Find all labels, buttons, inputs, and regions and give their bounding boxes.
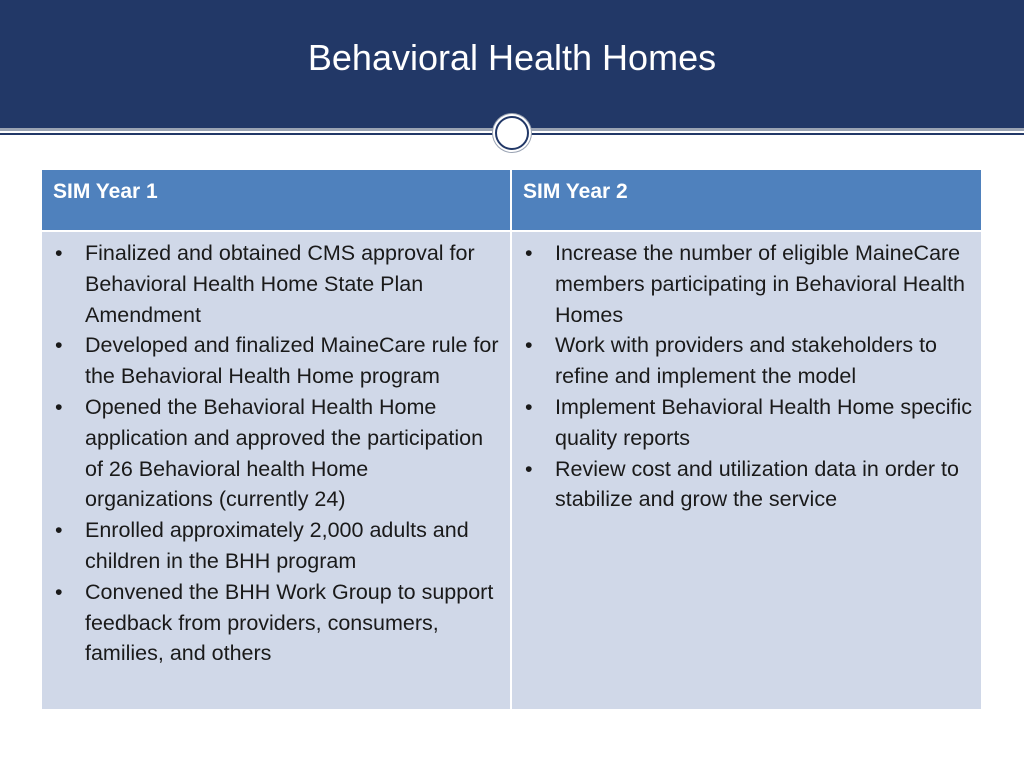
column-body-year-2 xyxy=(512,232,981,709)
list-item: • Developed and finalized MaineCare rule for the Behavioral Health Home program xyxy=(53,330,502,392)
column-header-year-1: SIM Year 1 xyxy=(42,170,510,230)
year-1-list xyxy=(53,238,502,669)
year-2-list xyxy=(523,238,973,515)
list-item: • Review cost and utilization data in order to stabilize and grow the service xyxy=(523,454,973,516)
bullet-icon: • xyxy=(525,241,533,265)
list-item: • Finalized and obtained CMS approval for Behavioral Health Home State Plan Amendment xyxy=(53,238,502,330)
list-item: • Enrolled approximately 2,000 adults and children in the BHH program xyxy=(53,515,502,577)
bullet-icon: • xyxy=(525,333,533,358)
bullet-icon: • xyxy=(55,518,63,543)
divider-circle-icon xyxy=(495,116,529,150)
bullet-icon: • xyxy=(525,456,533,481)
bullet-icon: • xyxy=(55,579,63,604)
comparison-table xyxy=(42,170,981,709)
column-body-year-1 xyxy=(42,232,510,709)
list-item: • Work with providers and stakeholders to refine and implement the model xyxy=(523,330,973,392)
title-bar xyxy=(0,0,1024,128)
bullet-icon: • xyxy=(55,333,63,358)
column-header-year-2: SIM Year 2 xyxy=(512,170,981,230)
slide-title: Behavioral Health Homes xyxy=(307,37,717,78)
bullet-icon: • xyxy=(525,394,533,419)
list-item: • Increase the number of eligible MaineCare members participating in Behavioral Health Homes xyxy=(523,238,973,330)
list-item: • Opened the Behavioral Health Home application and approved the participation of 26 Behavioral health Home organizations (currently 24) xyxy=(53,392,502,515)
list-item: • Convened the BHH Work Group to support feedback from providers, consumers, families, and others xyxy=(53,577,502,669)
list-item: • Implement Behavioral Health Home specific quality reports xyxy=(523,392,973,454)
bullet-icon: • xyxy=(55,241,63,265)
bullet-icon: • xyxy=(55,394,63,419)
